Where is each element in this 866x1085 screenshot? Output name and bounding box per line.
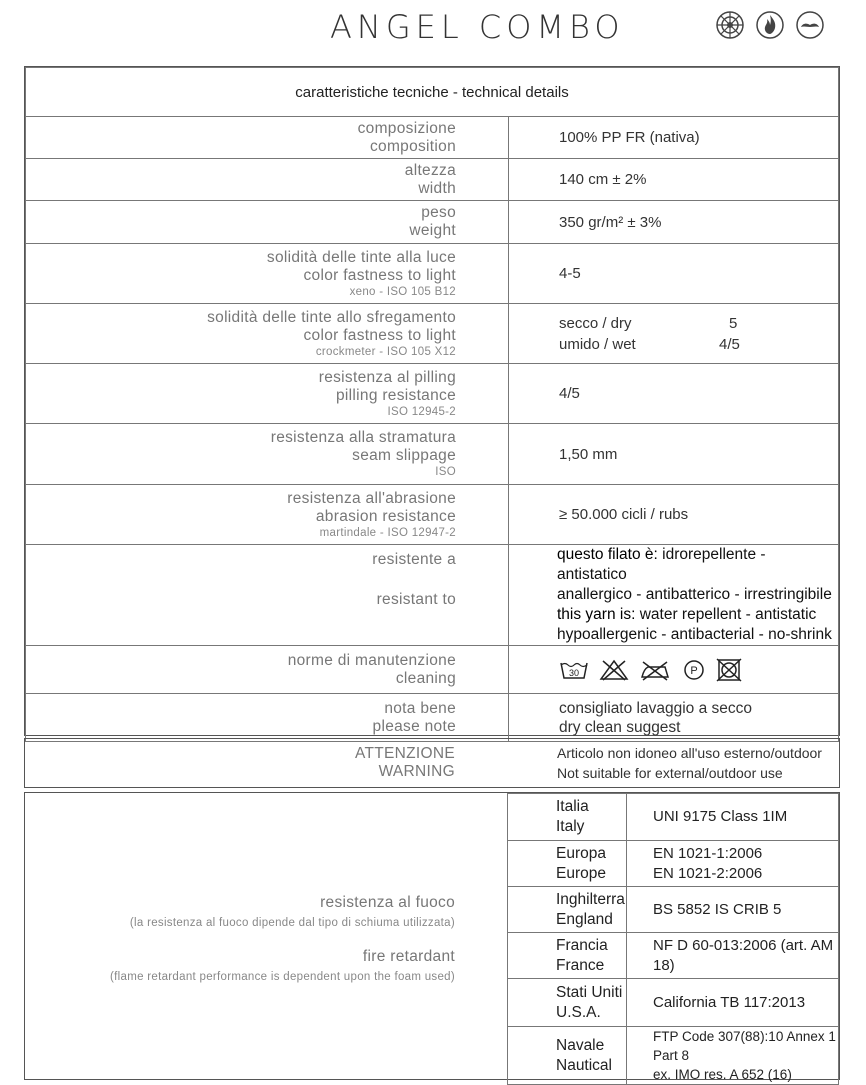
dry-clean-letter: P: [689, 664, 698, 677]
label-en: please note: [372, 717, 456, 735]
row-value: 350 gr/m² ± 3%: [509, 201, 839, 244]
table-title: caratteristiche tecniche - technical details: [26, 68, 839, 117]
country-cell: [508, 1027, 627, 1085]
no-bleach-icon: [599, 659, 629, 681]
label-en: color fastness to light: [303, 266, 456, 284]
norm-line: California TB 117:2013: [653, 993, 806, 1011]
dry-clean-p-icon: [682, 658, 706, 682]
label-it: norme di manutenzione: [287, 651, 456, 669]
norm-value: [627, 841, 839, 887]
label-it: resistenza all'abrasione: [287, 489, 456, 507]
yarn-en-line1: water repellent - antistatic: [635, 606, 817, 623]
country-cell: [508, 887, 627, 933]
label-en: abrasion resistance: [315, 507, 456, 525]
note-line-2: dry clean suggest: [559, 718, 681, 736]
label-it: solidità delle tinte allo sfregamento: [207, 308, 456, 326]
country-en: France: [556, 956, 605, 974]
warning-label-it: ATTENZIONE: [354, 745, 455, 762]
row-value: 1,50 mm: [509, 424, 839, 485]
dry-label: secco / dry: [559, 314, 632, 332]
wet-value: 4/5: [719, 335, 740, 353]
yarn-it-prefix: questo filato è:: [557, 546, 658, 563]
label-note: ISO: [435, 466, 456, 478]
label-it: resistente a: [372, 551, 456, 568]
norm-line: BS 5852 IS CRIB 5: [653, 900, 782, 918]
technical-details-table: [24, 66, 840, 736]
country-en: Nautical: [556, 1056, 612, 1074]
label-it: solidità delle tinte alla luce: [266, 248, 456, 266]
dry-value: 5: [729, 314, 738, 332]
table-row-resistant: [26, 545, 839, 646]
table-row: [26, 485, 839, 545]
fire-label-en: fire retardant: [362, 948, 455, 965]
label-en: seam slippage: [352, 447, 456, 464]
yarn-it-line2: anallergico - antibatterico - irrestringibile: [557, 586, 832, 603]
norm-line: ex. IMO res. A 652 (16): [653, 1067, 792, 1082]
warning-box: [24, 738, 840, 788]
flame-icon: [755, 10, 785, 40]
label-en: weight: [409, 222, 456, 239]
wheel-icon: [715, 10, 745, 40]
fire-label: [25, 794, 508, 1085]
label-it: nota bene: [384, 699, 456, 717]
label-en: pilling resistance: [336, 386, 456, 404]
country-it: Stati Uniti: [556, 983, 623, 1001]
table-row: [26, 244, 839, 304]
wash-temp: 30: [568, 667, 580, 678]
brand-title: ANGEL COMBO: [330, 8, 625, 46]
row-value: 4-5: [509, 244, 839, 304]
yarn-en-prefix: this yarn is:: [557, 606, 636, 623]
row-value: ≥ 50.000 cicli / rubs: [509, 485, 839, 545]
label-it: altezza: [404, 161, 456, 179]
label-note: ISO 12945-2: [387, 405, 456, 418]
table-row-note: [26, 694, 839, 742]
table-row: [26, 304, 839, 364]
country-cell: [508, 794, 627, 841]
label-en: color fastness to light: [303, 326, 456, 344]
norm-value: [627, 794, 839, 841]
row-value: [509, 304, 839, 364]
yarn-properties: [509, 545, 839, 646]
wash-30-icon: [559, 659, 589, 681]
country-cell: [508, 841, 627, 887]
table-row: [26, 159, 839, 201]
row-value: 100% PP FR (nativa): [509, 117, 839, 159]
table-row-cleaning: [26, 646, 839, 694]
norm-value: [627, 933, 839, 979]
no-iron-icon: [639, 659, 671, 681]
care-symbols: [509, 646, 839, 694]
label-en: cleaning: [395, 669, 456, 687]
label-en: width: [418, 179, 456, 197]
note-line-1: consigliato lavaggio a secco: [559, 699, 753, 717]
norm-line: FTP Code 307(88):10 Annex 1 Part 8: [653, 1029, 836, 1063]
country-it: Europa: [556, 844, 606, 862]
norm-line: NF D 60-013:2006 (art. AM 18): [653, 936, 834, 974]
country-it: Navale: [556, 1036, 605, 1054]
country-cell: [508, 933, 627, 979]
country-en: England: [556, 910, 613, 928]
table-row: [26, 364, 839, 424]
row-value: 4/5: [509, 364, 839, 424]
brand-header: [330, 6, 850, 46]
yarn-it-line1: idrorepellente - antistatico: [557, 546, 766, 583]
table-row: [26, 201, 839, 244]
label-it: resistenza al pilling: [318, 368, 456, 386]
row-value: 140 cm ± 2%: [509, 159, 839, 201]
label-note: xeno - ISO 105 B12: [349, 285, 456, 298]
norm-value: [627, 979, 839, 1027]
norm-value: [627, 887, 839, 933]
wet-label: umido / wet: [559, 335, 636, 353]
warning-line-2: Not suitable for external/outdoor use: [557, 765, 783, 781]
country-en: Italy: [556, 818, 585, 835]
warning-label-en: WARNING: [378, 763, 455, 780]
country-it: Italia: [556, 798, 589, 815]
label-note: martindale - ISO 12947-2: [319, 526, 456, 539]
mustache-icon: [795, 10, 825, 40]
country-en: U.S.A.: [556, 1003, 601, 1021]
note-value: [509, 694, 839, 742]
warning-line-1: Articolo non idoneo all'uso esterno/outdoor: [557, 745, 822, 761]
fire-note-en: (flame retardant performance is dependent upon the foam used): [110, 971, 455, 983]
norm-line: EN 1021-1:2006: [653, 844, 763, 862]
table-row: [26, 117, 839, 159]
fire-label-it: resistenza al fuoco: [320, 894, 455, 911]
label-en: resistant to: [376, 591, 456, 608]
norm-line: UNI 9175 Class 1IM: [653, 808, 788, 825]
label-it: peso: [421, 204, 456, 221]
label-it: composizione: [357, 119, 456, 137]
yarn-en-line2: hypoallergenic - antibacterial - no-shrink: [557, 626, 832, 643]
no-tumble-dry-icon: [716, 658, 742, 682]
country-it: Francia: [556, 936, 608, 954]
country-en: Europe: [556, 864, 606, 882]
label-en: composition: [369, 137, 456, 155]
fire-note-it: (la resistenza al fuoco dipende dal tipo di schiuma utilizzata): [129, 917, 455, 929]
norm-line: EN 1021-2:2006: [653, 864, 763, 882]
fire-resistance-box: [24, 792, 840, 1080]
country-it: Inghilterra: [556, 890, 625, 908]
label-it: resistenza alla stramatura: [270, 429, 456, 446]
country-cell: [508, 979, 627, 1027]
norm-value: [627, 1027, 839, 1085]
label-note: crockmeter - ISO 105 X12: [315, 345, 456, 358]
table-row: [26, 424, 839, 485]
